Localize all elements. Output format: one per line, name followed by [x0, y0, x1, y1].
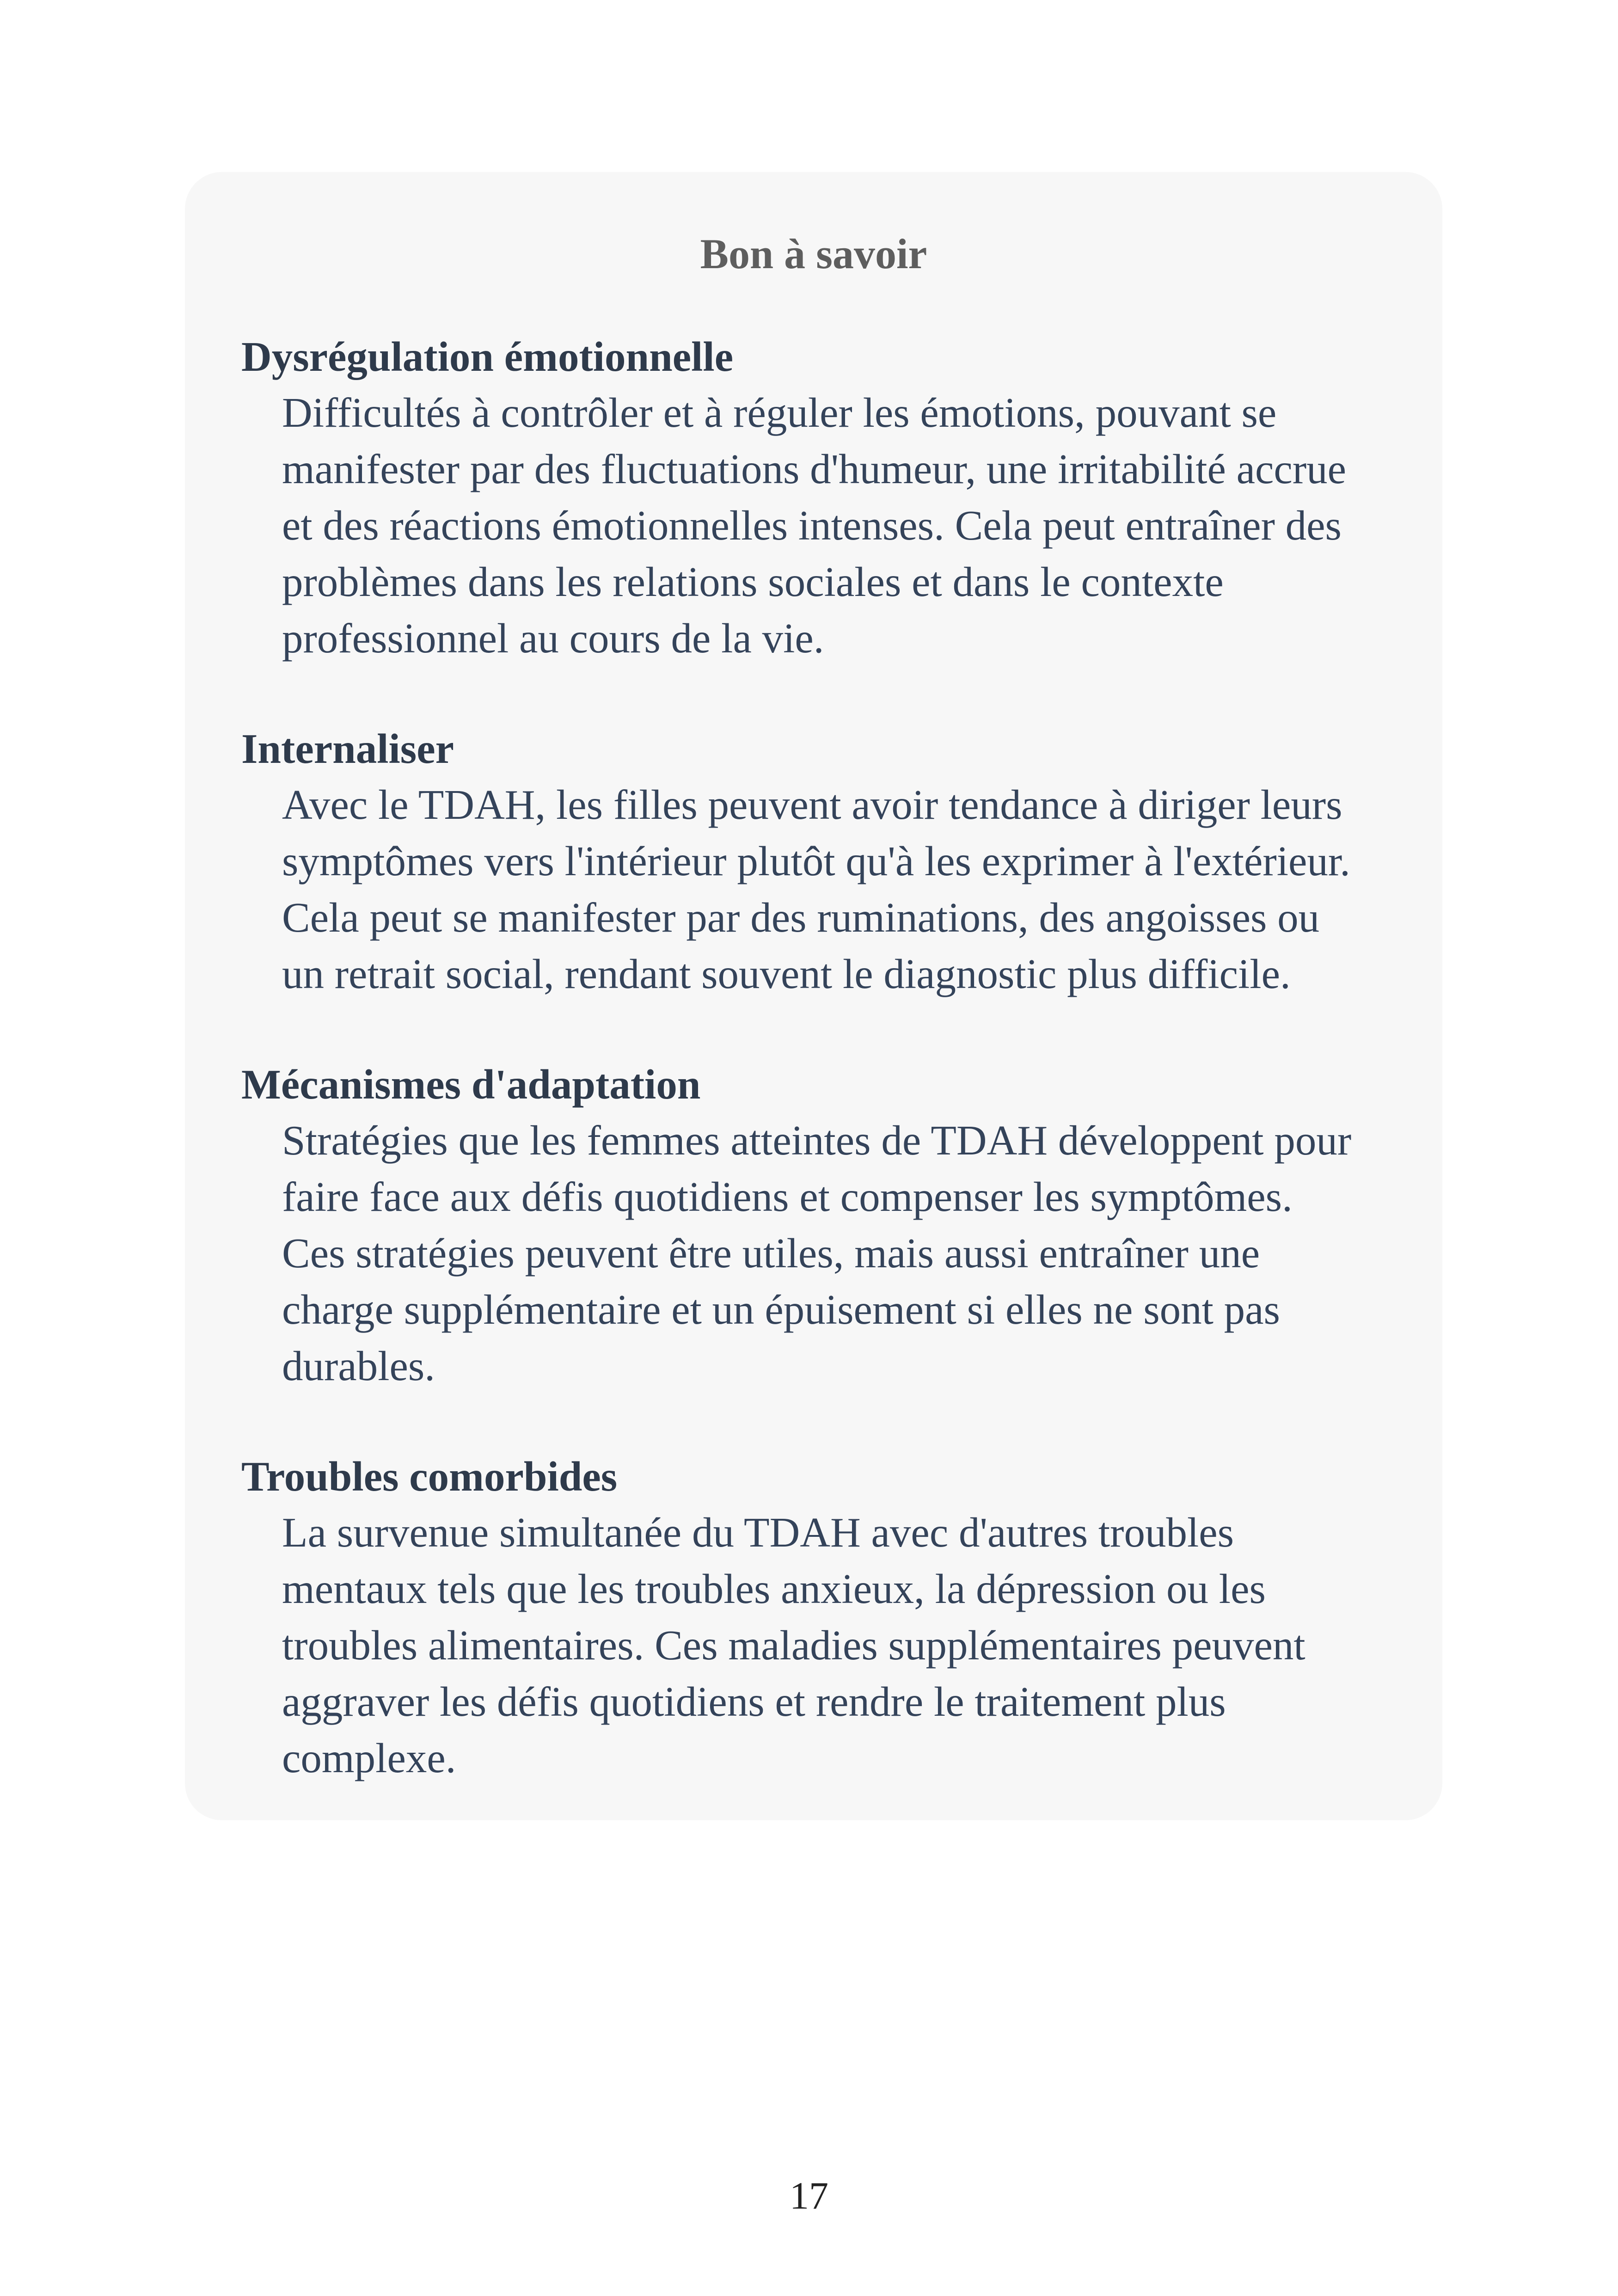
glossary-definition	[241, 385, 1387, 667]
glossary-entry	[241, 1449, 1387, 1786]
definition-line: durables.	[282, 1343, 435, 1389]
glossary-definition	[241, 1504, 1387, 1786]
definition-line: et des réactions émotionnelles intenses. Cela peut entraîner des	[282, 502, 1342, 549]
glossary-term: Troubles comorbides	[241, 1453, 618, 1500]
definition-line: mentaux tels que les troubles anxieux, la dépression ou les	[282, 1565, 1266, 1612]
glossary-definition	[241, 777, 1387, 1002]
page-number: 17	[790, 2174, 828, 2217]
glossary-entry	[241, 329, 1387, 667]
info-box	[185, 172, 1442, 1820]
definition-line: faire face aux défis quotidiens et compenser les symptômes.	[282, 1173, 1293, 1220]
glossary-definition	[241, 1112, 1387, 1394]
definition-line: charge supplémentaire et un épuisement si elles ne sont pas	[282, 1286, 1280, 1333]
definition-line: complexe.	[282, 1735, 456, 1781]
glossary-term: Dysrégulation émotionnelle	[241, 333, 734, 380]
glossary-term: Mécanismes d'adaptation	[241, 1061, 701, 1108]
definition-line: Cela peut se manifester par des ruminations, des angoisses ou	[282, 894, 1320, 941]
box-title: Bon à savoir	[700, 230, 927, 277]
definition-line: aggraver les défis quotidiens et rendre le traitement plus	[282, 1678, 1226, 1725]
glossary-list	[241, 329, 1387, 1841]
definition-line: symptômes vers l'intérieur plutôt qu'à les exprimer à l'extérieur.	[282, 838, 1350, 884]
definition-line: troubles alimentaires. Ces maladies supplémentaires peuvent	[282, 1622, 1305, 1669]
definition-line: Stratégies que les femmes atteintes de TDAH développent pour	[282, 1117, 1352, 1164]
definition-line: La survenue simultanée du TDAH avec d'autres troubles	[282, 1509, 1234, 1556]
definition-line: problèmes dans les relations sociales et dans le contexte	[282, 559, 1224, 605]
definition-line: Ces stratégies peuvent être utiles, mais aussi entraîner une	[282, 1230, 1260, 1277]
glossary-entry	[241, 721, 1387, 1002]
definition-line: un retrait social, rendant souvent le diagnostic plus difficile.	[282, 951, 1291, 997]
definition-line: Avec le TDAH, les filles peuvent avoir tendance à diriger leurs	[282, 781, 1342, 828]
definition-line: manifester par des fluctuations d'humeur, une irritabilité accrue	[282, 446, 1347, 492]
definition-line: professionnel au cours de la vie.	[282, 615, 824, 662]
glossary-term: Internaliser	[241, 725, 454, 772]
glossary-entry	[241, 1057, 1387, 1394]
definition-line: Difficultés à contrôler et à réguler les émotions, pouvant se	[282, 389, 1277, 436]
